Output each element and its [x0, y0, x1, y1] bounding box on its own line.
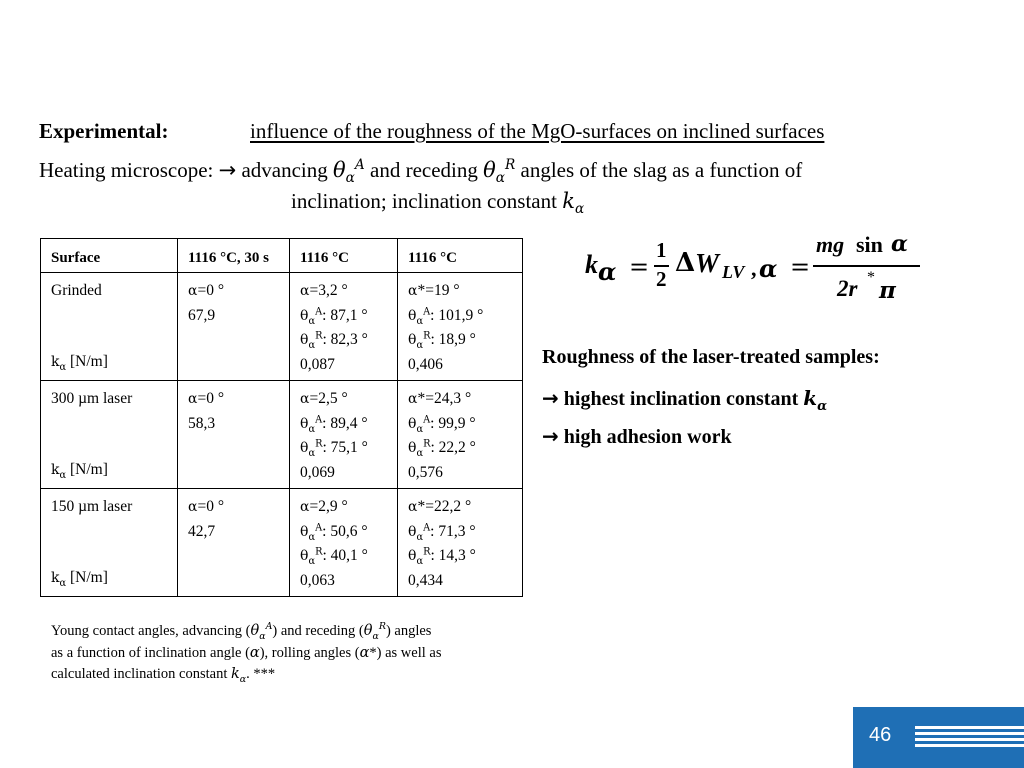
formula-mg: mg	[816, 232, 845, 257]
table-row	[41, 381, 523, 489]
surface-name: Grinded	[51, 282, 102, 299]
advancing-text: advancing	[241, 158, 328, 182]
value-cell: α*=24,3 ° $\theta_\alpha^A$: 99,9 ° $\theta_\alpha^R$: 22,2 ° 0,576	[398, 381, 523, 489]
formula-den-two: 2	[656, 267, 667, 291]
inclination-line	[291, 189, 585, 218]
surface-cell	[41, 381, 178, 489]
angles-text: angles of the slag as a function of	[520, 158, 803, 182]
inclination-text: inclination; inclination constant	[291, 189, 557, 213]
experimental-label: Experimental:	[39, 119, 169, 143]
k-label: $k_\alpha$ [N/m]	[51, 352, 108, 373]
receding-text: and receding	[370, 158, 478, 182]
formula-2r: 2r	[837, 276, 858, 301]
k-alpha-symbol: $k_\alpha$	[803, 386, 828, 414]
table-header-row	[41, 239, 523, 273]
formula-alpha-2: α	[759, 254, 778, 283]
formula-delta: Δ	[675, 248, 696, 278]
table-caption: Young contact angles, advancing $(\theta_\alpha^A)$ and receding $(\theta_\alpha^R)$ angles as a function of inclination angle (α), rolling angles (α*) as well as calculated inclination constant $k_\alpha$. ***	[51, 621, 442, 685]
formula-star: *	[867, 269, 875, 286]
inclination-formula: k α = 1 2 Δ W LV , α = mg sin α 2r * π	[585, 232, 930, 312]
heating-prefix: Heating microscope:	[39, 158, 214, 182]
value-cell: α*=19 ° $\theta_\alpha^A$: 101,9 ° $\theta_\alpha^R$: 18,9 ° 0,406	[398, 273, 523, 381]
value-cell: α=0 ° 67,9	[178, 273, 290, 381]
formula-sin: sin	[856, 232, 883, 257]
roughness-table	[40, 238, 523, 597]
table-row	[41, 273, 523, 381]
table-row	[41, 489, 523, 597]
theta-receding-symbol: $\theta_\alpha^R$	[483, 157, 516, 187]
arrow-right-icon: →	[542, 386, 559, 410]
arrow-right-icon: →	[218, 158, 237, 182]
formula-lv: LV	[722, 262, 745, 282]
formula-alpha-3: α	[891, 231, 908, 257]
value-cell: α=2,5 ° $\theta_\alpha^A$: 89,4 ° $\theta_\alpha^R$: 75,1 ° 0,069	[290, 381, 398, 489]
experimental-text: influence of the roughness of the MgO-surfaces on inclined surfaces	[250, 119, 825, 143]
theta-advancing-symbol: $\theta_\alpha^A$	[333, 157, 365, 187]
stripes-decoration	[915, 726, 1024, 750]
value-cell: α=2,9 ° $\theta_\alpha^A$: 50,6 ° $\theta_\alpha^R$: 40,1 ° 0,063	[290, 489, 398, 597]
value-cell: α*=22,2 ° $\theta_\alpha^A$: 71,3 ° $\theta_\alpha^R$: 14,3 ° 0,434	[398, 489, 523, 597]
formula-k: k	[585, 250, 598, 279]
formula-w: W	[695, 248, 720, 278]
k-alpha-symbol: $k_\alpha$	[562, 189, 585, 218]
table-header: 1116 °C, 30 s	[178, 239, 290, 273]
formula-frac-bar-2	[813, 265, 920, 267]
surface-name: 150 µm laser	[51, 498, 133, 515]
table-header: 1116 °C	[290, 239, 398, 273]
surface-cell	[41, 273, 178, 381]
experimental-line	[39, 119, 824, 144]
k-label: $k_\alpha$ [N/m]	[51, 568, 108, 589]
surface-name: 300 µm laser	[51, 390, 133, 407]
table-header: 1116 °C	[398, 239, 523, 273]
formula-alpha: α	[598, 257, 617, 286]
page-number: 46	[869, 724, 892, 746]
value-cell: α=0 ° 58,3	[178, 381, 290, 489]
heating-line	[39, 157, 803, 187]
roughness-heading: Roughness of the laser-treated samples:	[542, 346, 880, 368]
page-number-box	[853, 707, 1024, 768]
k-label: $k_\alpha$ [N/m]	[51, 460, 108, 481]
formula-pi: π	[879, 277, 896, 304]
value-cell: α=3,2 ° $\theta_\alpha^A$: 87,1 ° $\theta_\alpha^R$: 82,3 ° 0,087	[290, 273, 398, 381]
value-cell: α=0 ° 42,7	[178, 489, 290, 597]
table-header: Surface	[41, 239, 178, 273]
surface-cell	[41, 489, 178, 597]
bullet-inclination: → highest inclination constant $k_\alpha$	[542, 386, 828, 414]
arrow-right-icon: →	[542, 424, 559, 448]
bullet-adhesion: → high adhesion work	[542, 424, 732, 448]
formula-num-one: 1	[656, 238, 667, 262]
